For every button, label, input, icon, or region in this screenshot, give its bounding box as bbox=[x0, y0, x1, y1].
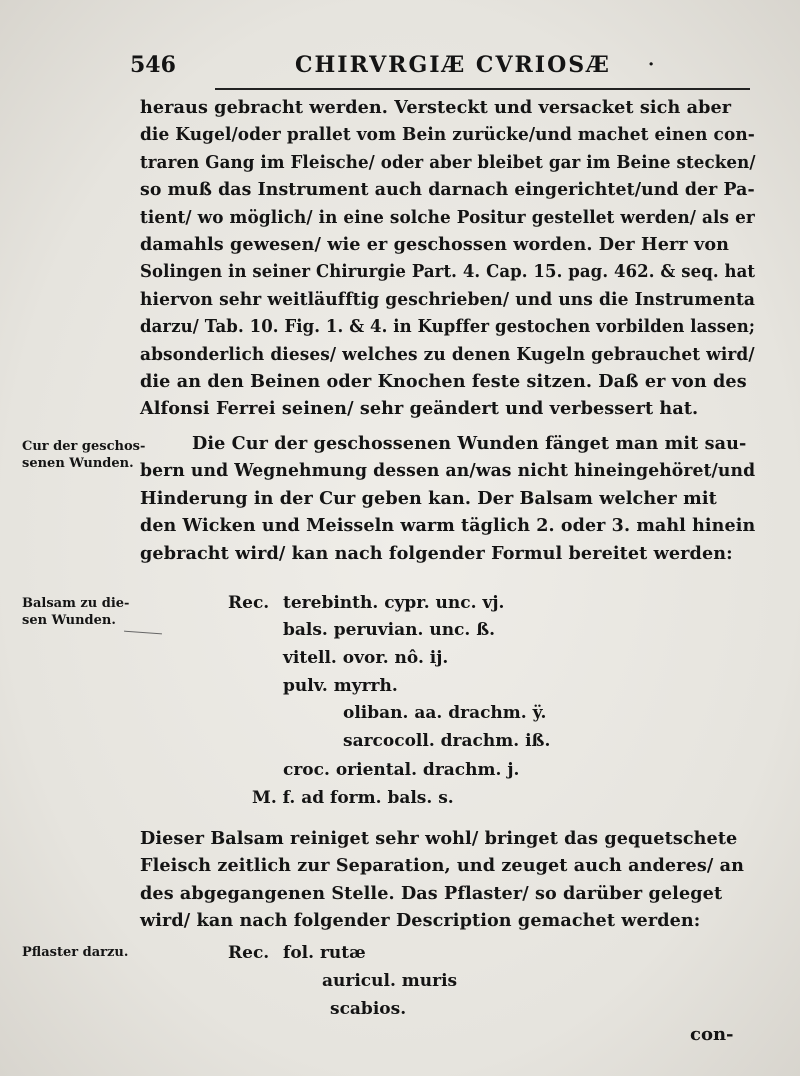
text-line: Fleisch zeitlich zur Separation, und zeuget auch anderes/ an bbox=[140, 855, 744, 877]
text-line: Die Cur der geschossenen Wunden fänget man mit sau- bbox=[192, 433, 747, 454]
recipe-ingredient: oliban. aa. drachm. ÿ. bbox=[343, 703, 547, 723]
text-line: den Wicken und Meisseln warm täglich 2. oder 3. mahl hinein bbox=[140, 515, 756, 537]
marginal-line: senen Wunden. bbox=[22, 456, 134, 471]
marginal-line: Pflaster darzu. bbox=[22, 945, 129, 960]
recipe-ingredient: terebinth. cypr. unc. vj. bbox=[283, 593, 505, 613]
recipe-instruction: M. f. ad form. bals. s. bbox=[252, 788, 454, 808]
text-line: gebracht wird/ kan nach folgender Formul bereitet werden: bbox=[140, 542, 733, 564]
text-line: heraus gebracht werden. Versteckt und versacket sich aber bbox=[140, 97, 732, 118]
text-line: wird/ kan nach folgender Description gemachet werden: bbox=[140, 910, 701, 932]
text-line: absonderlich dieses/ welches zu denen Kugeln gebrauchet wird/ bbox=[140, 343, 755, 365]
text-line: tient/ wo möglich/ in eine solche Positur gestellet werden/ als er bbox=[140, 206, 755, 228]
recipe-ingredient: sarcocoll. drachm. iß. bbox=[343, 731, 551, 751]
text-line: so muß das Instrument auch darnach eingerichtet/und der Pa- bbox=[140, 179, 755, 201]
recipe-rec: Rec. bbox=[228, 593, 270, 613]
text-line: Dieser Balsam reiniget sehr wohl/ bringet das gequetschete bbox=[140, 828, 738, 849]
text-line: traren Gang im Fleische/ oder aber bleibet gar im Beine stecken/ bbox=[140, 151, 756, 173]
recipe-ingredient: scabios. bbox=[330, 999, 407, 1019]
text-line: die Kugel/oder prallet vom Bein zurücke/und machet einen con- bbox=[140, 124, 755, 146]
text-line: des abgegangenen Stelle. Das Pflaster/ so darüber geleget bbox=[140, 882, 723, 904]
marginal-line: Balsam zu die- bbox=[22, 596, 130, 611]
text-line: Solingen in seiner Chirurgie Part. 4. Cap. 15. pag. 462. & seq. hat bbox=[140, 261, 756, 283]
recipe-ingredient: pulv. myrrh. bbox=[283, 676, 398, 696]
text-line: Hinderung in der Cur geben kan. Der Balsam welcher mit bbox=[140, 487, 717, 509]
recipe-ingredient: auricul. muris bbox=[322, 971, 458, 991]
recipe-rec: Rec. bbox=[228, 943, 270, 963]
page-number: 546 bbox=[130, 52, 176, 78]
text-line: damahls gewesen/ wie er geschossen worden. Der Herr von bbox=[140, 233, 730, 255]
marginal-line: sen Wunden. bbox=[22, 613, 116, 628]
recipe-ingredient: bals. peruvian. unc. ß. bbox=[283, 620, 496, 640]
header-ornament-dot: · bbox=[648, 54, 655, 75]
recipe-ingredient: croc. oriental. drachm. j. bbox=[283, 760, 520, 780]
recipe-ingredient: fol. rutæ bbox=[283, 943, 366, 963]
text-line: Alfonsi Ferrei seinen/ sehr geändert und verbessert hat. bbox=[140, 398, 699, 420]
text-line: bern und Wegnehmung dessen an/was nicht hineingehöret/und bbox=[140, 460, 756, 482]
running-title: CHIRVRGIÆ CVRIOSÆ bbox=[295, 52, 611, 78]
recipe-ingredient: vitell. ovor. nô. ij. bbox=[283, 648, 449, 668]
text-line: hiervon sehr weitläufftig geschrieben/ und uns die Instrumenta bbox=[140, 288, 756, 310]
text-line: die an den Beinen oder Knochen feste sitzen. Daß er von des bbox=[140, 370, 747, 392]
marginal-line: Cur der geschos- bbox=[22, 439, 146, 454]
text-line: darzu/ Tab. 10. Fig. 1. & 4. in Kupffer gestochen vorbilden lassen; bbox=[140, 316, 756, 338]
catchword: con- bbox=[690, 1024, 734, 1045]
